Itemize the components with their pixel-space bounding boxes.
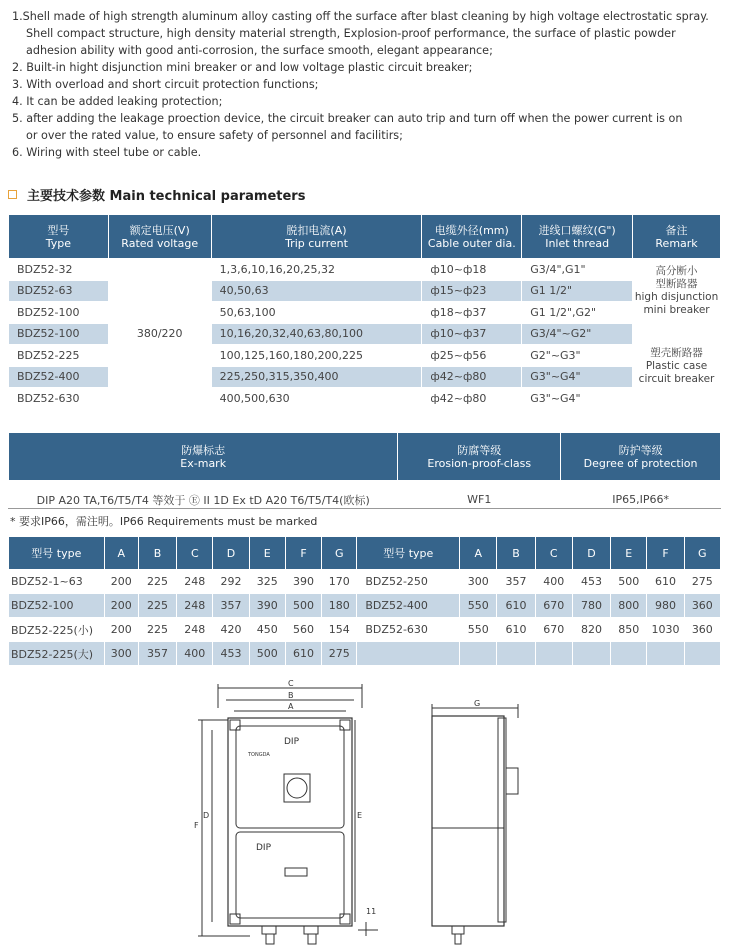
marks-table (8, 432, 721, 519)
rated-voltage-cell: 380/220 (108, 259, 211, 410)
ex-mark-value: DIP A20 TA,T6/T5/T4 等效于 Ⓔ II 1D Ex tD A20 T6/T5/T4(欧标) (9, 481, 398, 519)
enclosure-side (432, 716, 504, 926)
feature-item: 4. It can be added leaking protection; (12, 95, 223, 108)
table-row: BDZ52-630 400,500,630 ф42~ф80 G3"~G4" (9, 388, 721, 410)
table-row: BDZ52-100 50,63,100 ф18~ф37 G1 1/2",G2" (9, 302, 721, 324)
ip66-note: * 要求IP66，需注明。IP66 Requirements must be marked (10, 515, 318, 528)
side-handle (506, 768, 518, 794)
mount-hole (340, 914, 350, 924)
col-cable: 电缆外径(mm) Cable outer dia. (422, 215, 522, 259)
feature-item: Shell compact structure, high density material strength, Explosion-proof performance, the surface of plastic powder (26, 27, 676, 40)
enclosure-front (228, 718, 352, 926)
table-row: BDZ52-225(小) 200 225 248 420 450 560 154 BDZ52-630 550 610 670 820 850 1030 360 (9, 618, 721, 642)
dims-table (8, 536, 721, 666)
col-type: 型号 Type (9, 215, 109, 259)
params-header-row (9, 215, 721, 259)
col-trip: 脱扣电流(A) Trip current (211, 215, 422, 259)
table-row: BDZ52-225 100,125,160,180,200,225 ф25~ф56 G2"~G3" (9, 345, 721, 367)
feature-item: 1.Shell made of high strength aluminum alloy casting off the surface after blast cleaning by high voltage electrostatic spray. (12, 10, 709, 23)
label-a: A (288, 702, 294, 711)
label-e: E (357, 811, 363, 820)
col-thread: 进线口螺纹(G") Inlet thread (522, 215, 633, 259)
feature-item: 6. Wiring with steel tube or cable. (12, 146, 202, 159)
remark-mini-breaker: 高分断小 型断路器 high disjunction mini breaker (633, 259, 721, 324)
marks-header-row (9, 433, 721, 481)
table-row: BDZ52-400 225,250,315,350,400 ф42~ф80 G3"~G4" (9, 366, 721, 388)
col-remark: 备注 Remark (633, 215, 721, 259)
feature-item: or over the rated value, to ensure safety of personnel and facilitirs; (26, 129, 403, 142)
table-row: BDZ52-63 40,50,63 ф15~ф23 G1 1/2" (9, 280, 721, 302)
dimension-drawing (0, 678, 730, 950)
feature-item: 3. With overload and short circuit protection functions; (12, 78, 319, 91)
erosion-value: WF1 (398, 481, 561, 519)
feature-item: adhesion ability with good anti-corrosion, the surface smooth, elegant appearance; (26, 44, 493, 57)
remark-plastic-breaker: 塑壳断路器 Plastic case circuit breaker (633, 323, 721, 409)
brand-logo: TONGDA (248, 752, 270, 758)
table-row: BDZ52-100 200 225 248 357 390 500 180 BDZ52-400 550 610 670 780 800 980 360 (9, 594, 721, 618)
params-table (8, 214, 721, 410)
divider (8, 508, 721, 509)
mount-hole (230, 914, 240, 924)
feature-list (12, 8, 724, 161)
label-g: G (474, 699, 481, 708)
col-protection: 防护等级 Degree of protection (561, 433, 721, 481)
panel-label-top: DIP (284, 737, 300, 747)
label-b: B (288, 691, 294, 700)
section-bullet-icon (8, 190, 17, 199)
col-ex-mark: 防爆标志 Ex-mark (9, 433, 398, 481)
feature-item: 5. after adding the leakage proection device, the circuit breaker can auto trip and turn off when the power current is on (12, 112, 683, 125)
feature-item: 2. Built-in hight disjunction mini breaker or and low voltage plastic circuit breaker; (12, 61, 473, 74)
mount-hole (230, 720, 240, 730)
nameplate (285, 868, 307, 876)
table-row: BDZ52-1~63 200 225 248 292 325 390 170 BDZ52-250 300 357 400 453 500 610 275 (9, 570, 721, 594)
panel-label-bottom: DIP (256, 843, 272, 853)
table-row: BDZ52-32 380/220 1,3,6,10,16,20,25,32 ф10~ф18 G3/4",G1" 高分断小 型断路器 high disjunction mini breaker (9, 259, 721, 281)
label-d: D (203, 811, 210, 820)
table-row: BDZ52-225(大) 300 357 400 453 500 610 275 (9, 642, 721, 666)
mount-hole (340, 720, 350, 730)
section-title: 主要技术参数 Main technical parameters (8, 184, 305, 204)
label-f: F (194, 821, 199, 830)
table-row: BDZ52-100 10,16,20,32,40,63,80,100 ф10~ф37 G3/4"~G2" 塑壳断路器 Plastic case circuit breaker (9, 323, 721, 345)
protection-value: IP65,IP66* (561, 481, 721, 519)
col-voltage: 额定电压(V) Rated voltage (108, 215, 211, 259)
dims-header-row: 型号 type A B C D E F G 型号 type A B C D E F G (9, 537, 721, 570)
breaker-handle (287, 778, 307, 798)
lower-panel (236, 832, 344, 918)
label-11: 11 (366, 907, 377, 916)
label-c: C (288, 679, 294, 688)
col-erosion: 防腐等级 Erosion-proof-class (398, 433, 561, 481)
